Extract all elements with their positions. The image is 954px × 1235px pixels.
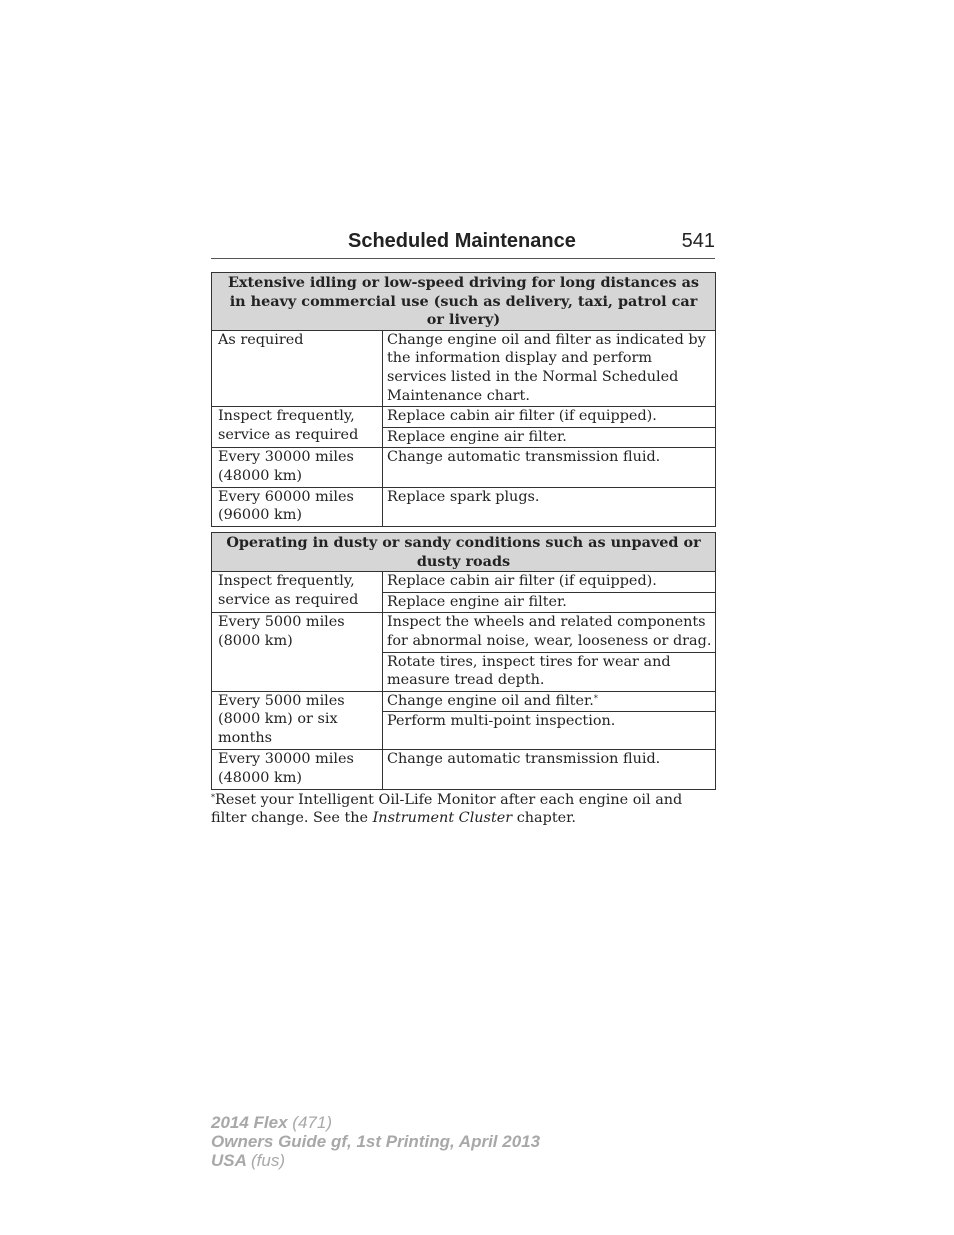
footnote-text-end: chapter. [512,810,577,826]
footer-region-code: (fus) [251,1151,285,1170]
footer-model-line [211,1113,540,1132]
action-cell: Replace engine air filter. [383,427,716,448]
table-row [212,487,716,526]
table-row [212,407,716,428]
footer-model-code: (471) [292,1113,332,1132]
table-row [212,330,716,406]
table-heading: Extensive idling or low-speed driving for long distances as in heavy commercial use (such as delivery, taxi, patrol car or livery) [212,273,716,331]
action-cell: Replace spark plugs. [383,487,716,526]
footnote-marker: * [211,793,215,802]
interval-cell: Inspect frequently, service as required [212,572,383,613]
footnote-marker: * [593,693,598,703]
table-row [212,572,716,593]
action-cell: Replace engine air filter. [383,592,716,613]
action-cell: Inspect the wheels and related components for abnormal noise, wear, looseness or drag. [383,613,716,652]
page-footer [211,1113,540,1170]
interval-cell: Every 30000 miles (48000 km) [212,750,383,789]
interval-cell: Inspect frequently, service as required [212,407,383,448]
interval-cell: Every 5000 miles (8000 km) [212,613,383,691]
interval-cell: Every 60000 miles (96000 km) [212,487,383,526]
action-cell [383,691,716,712]
table-row [212,750,716,789]
action-cell: Change automatic transmission fluid. [383,750,716,789]
interval-cell: Every 5000 miles (8000 km) or six months [212,691,383,750]
dusty-conditions-maintenance-table [211,532,716,790]
footer-region: USA [211,1151,247,1170]
action-cell: Change automatic transmission fluid. [383,448,716,487]
page-header [211,228,715,259]
idling-maintenance-table [211,272,716,527]
footnote-chapter-reference: Instrument Cluster [372,810,513,826]
footer-model: 2014 Flex [211,1113,288,1132]
footnote-text: Reset your Intelligent Oil-Life Monitor after each engine oil and filter change. See the [211,792,683,826]
action-cell: Change engine oil and filter as indicated by the information display and perform services listed in the Normal Scheduled Maintenance chart. [383,330,716,406]
footnote [211,791,716,827]
footer-guide: Owners Guide gf, 1st Printing, April 2013 [211,1132,541,1151]
action-cell: Perform multi-point inspection. [383,712,716,750]
action-text: Change engine oil and filter. [387,692,594,709]
action-cell: Replace cabin air filter (if equipped). [383,407,716,428]
page-title: Scheduled Maintenance [348,230,576,252]
interval-cell: As required [212,330,383,406]
page-number: 541 [681,230,715,252]
table-row [212,613,716,652]
footer-region-line [211,1151,540,1170]
table-row [212,691,716,712]
action-cell: Replace cabin air filter (if equipped). [383,572,716,593]
interval-cell: Every 30000 miles (48000 km) [212,448,383,487]
table-heading-row [212,533,716,572]
table-row [212,448,716,487]
table-heading: Operating in dusty or sandy conditions such as unpaved or dusty roads [212,533,716,572]
action-cell: Rotate tires, inspect tires for wear and measure tread depth. [383,652,716,691]
table-heading-row [212,273,716,331]
